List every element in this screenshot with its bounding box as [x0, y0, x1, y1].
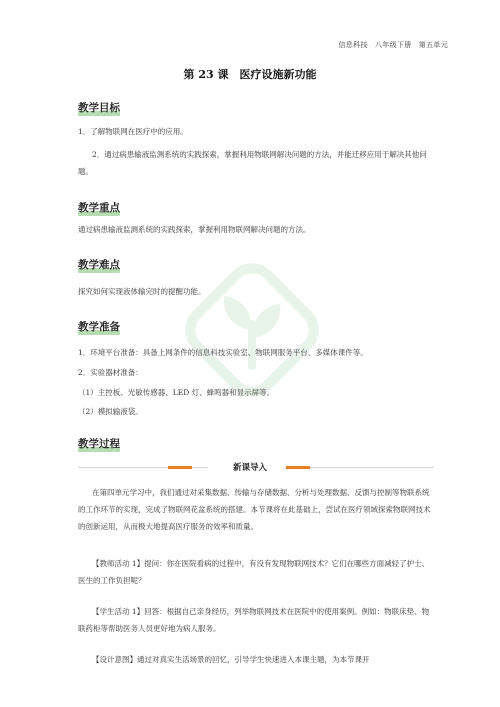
goal-item: 2．通过病患输液监测系统的实践探索，掌握利用物联网解决问题的方法，并能迁移应用于解决其他问题。: [78, 150, 427, 176]
difficulty-text: 探究如何实现液体输完时的提醒功能。: [78, 287, 206, 296]
section-heading-key: 教学重点: [78, 202, 120, 214]
key-point-text: 通过病患输液监测系统的实践探索，掌握利用物联网解决问题的方法。: [78, 225, 311, 234]
section-heading-process: 教学过程: [78, 438, 120, 450]
page-header: 信息科技 八年级下册 第五单元: [338, 41, 448, 49]
section-heading-goals: 教学目标: [78, 102, 120, 114]
prep-item: 1．环境平台准备：具备上网条件的信息科技实验室、物联网服务平台、多媒体课件等。: [78, 348, 368, 357]
paragraph: 【学生活动 1】回答：根据自己亲身经历，列举物联网技术在医院中的使用案例。例如：物联床垫、物联药柜等帮助医务人员更好地为病人服务。: [78, 607, 430, 633]
subsection-heading: 新课导入: [232, 463, 267, 473]
paragraph: 【教师活动 1】提问：你在医院看病的过程中，有没有发现物联网技术？它们在哪些方面减轻了护士、医生的工作负担呢？: [78, 559, 430, 585]
paragraph: 在第四单元学习中，我们通过对采集数据、传输与存储数据、分析与处理数据、反馈与控制等物联系统的工作环节的实现，完成了物联网花盆系统的搭建。本节课将在此基础上，尝试在医疗领域探索物联网技术的创新运用，从而极大地提高医疗服务的效率和质量。: [78, 488, 431, 531]
prep-item: （1）主控板、光敏传感器、LED 灯、蜂鸣器和显示屏等。: [78, 388, 275, 397]
prep-item: 2．实验器材准备：: [78, 368, 143, 377]
lesson-title: 第 23 课 医疗设施新功能: [183, 68, 317, 81]
paragraph: 【设计意图】通过对真实生活场景的回忆，引导学生快速进入本课主题，为本节课开: [92, 655, 370, 664]
section-heading-difficulty: 教学难点: [78, 259, 120, 271]
goal-item: 1．了解物联网在医疗中的应用。: [78, 127, 188, 136]
section-heading-prep: 教学准备: [78, 321, 120, 333]
prep-item: （2）模拟输液袋。: [78, 407, 143, 416]
